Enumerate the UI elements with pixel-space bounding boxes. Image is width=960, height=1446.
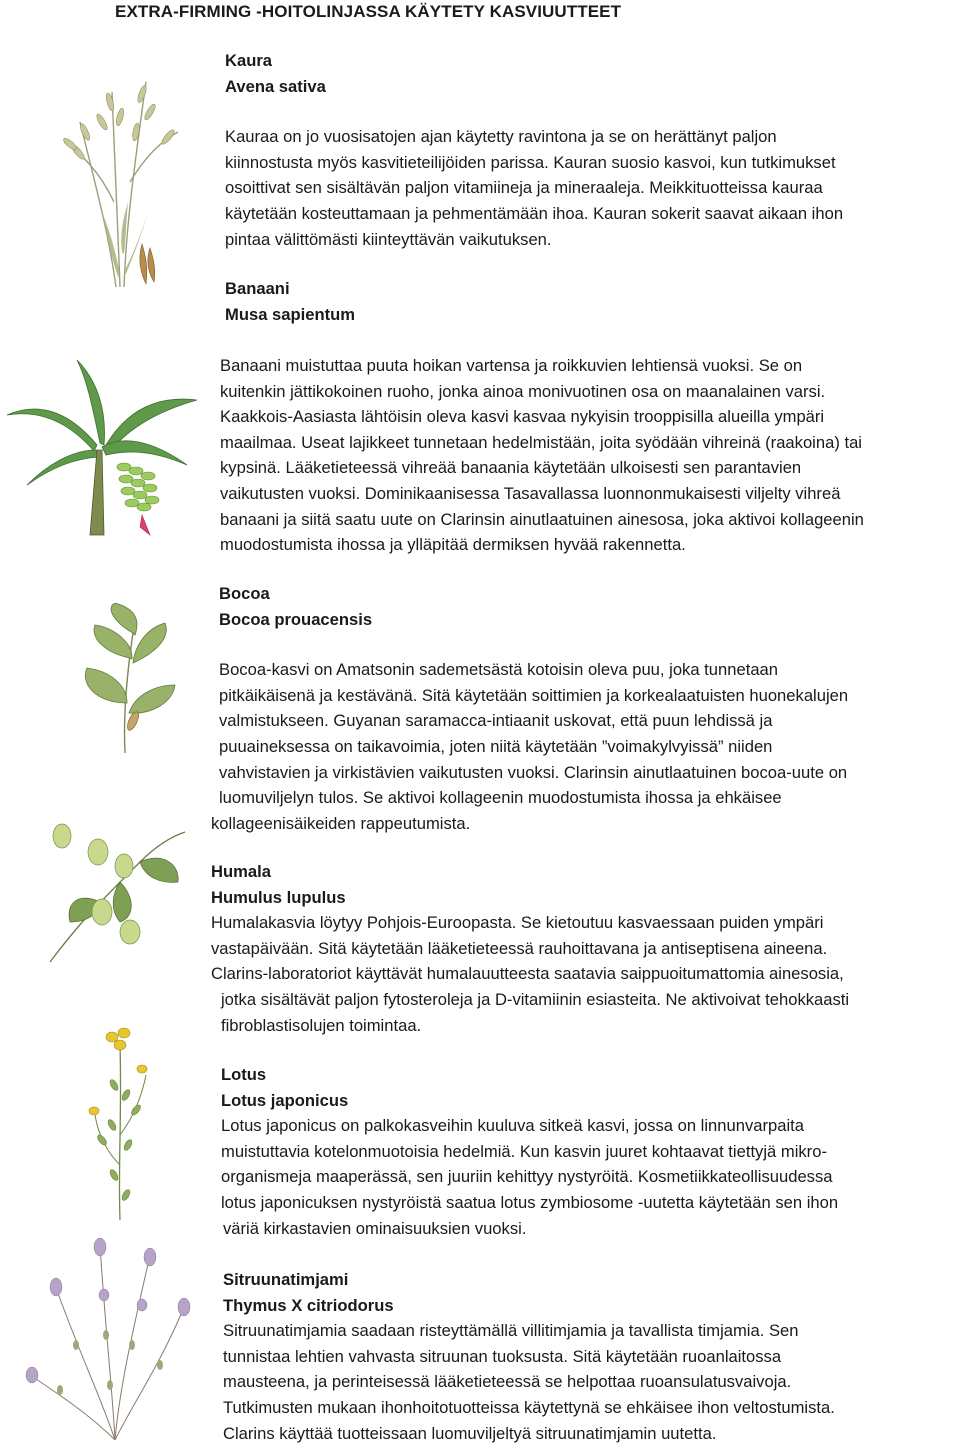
plant-name: Kaura <box>225 51 273 70</box>
description-line: lotus japonicuksen nystyröistä saatua lotus zymbiosome -uutetta käytetään sen ihon <box>221 1192 839 1212</box>
page-title: EXTRA-FIRMING -HOITOLINJASSA KÄYTETY KASVIUUTTEET <box>115 2 622 21</box>
description-line: pintaa välittömästi kiinteyttävän vaikutuksen. <box>225 229 552 249</box>
description-line: pitkäikäisenä ja kestävänä. Sitä käytetään soittimien ja korkealaatuisten huonekalujen <box>219 685 849 705</box>
description-line: väriä kirkastavien ominaisuuksien vuoksi. <box>223 1218 527 1238</box>
lemon-thyme-illustration <box>20 1225 210 1440</box>
description-line: Banaani muistuttaa puuta hoikan vartensa ja roikkuvien lehtiensä vuoksi. Se on <box>220 356 803 375</box>
description-line: Bocoa-kasvi on Amatsonin sademetsästä kotoisin oleva puu, joka tunnetaan <box>219 660 779 680</box>
plant-name: Humala <box>211 862 271 881</box>
description-line: kypsinä. Lääketieteessä vihreää banaania käytetään ulkoisesti sen parantavien <box>220 458 802 478</box>
section-banaani-text <box>220 353 864 558</box>
description-line: tunnistaa lehtien vahvasta sitruunan tuoksusta. Sitä käytetään ruoanlaitossa <box>223 1346 782 1366</box>
oat-plant-illustration <box>50 62 185 287</box>
section-sitruunatimjami <box>223 1267 835 1446</box>
lotus-plant-illustration <box>80 1015 165 1220</box>
hops-plant-illustration <box>40 822 188 972</box>
description-line: Humalakasvia löytyy Pohjois-Euroopasta. Se kietoutuu kasvaessaan puiden ympäri <box>211 913 824 933</box>
description-line: fibroblastisolujen toimintaa. <box>221 1015 422 1035</box>
description-line: mausteena, ja perinteisessä lääketieteessä se helpottaa ruoansulatusvaivoja. <box>223 1372 792 1392</box>
plant-name: Sitruunatimjami <box>223 1270 349 1289</box>
description-line: vaikutusten vuoksi. Dominikaanisessa Tasavallassa luonnonmukaisesti viljelty vihreä <box>220 483 841 503</box>
section-banaani <box>225 276 355 327</box>
description-line: vastapäivään. Sitä käytetään lääketieteessä rauhoittavana ja antiseptisena aineena. <box>211 938 828 958</box>
plant-name: Bocoa <box>219 584 270 603</box>
plant-latin-name: Musa sapientum <box>225 304 356 324</box>
description-line: jotka sisältävät paljon fytosteroleja ja D-vitamiinin esiasteita. Ne aktivoivat tehokkaasti <box>221 989 850 1009</box>
section-lotus <box>221 1062 838 1241</box>
description-line: valmistukseen. Guyanan saramacca-intiaanit uskovat, että puun lehdissä ja <box>219 711 773 731</box>
section-kaura <box>225 48 843 252</box>
description-line: kuitenkin jättikokoinen ruoho, jonka ainoa monivuotinen osa on maanalainen varsi. <box>220 381 826 401</box>
section-bocoa <box>211 581 849 836</box>
description-line: kiinnostusta myös kasvitieteilijöiden parissa. Kauran suosio kasvoi, kun tutkimukset <box>225 152 836 172</box>
section-humala <box>211 859 849 1038</box>
plant-name: Lotus <box>221 1065 267 1084</box>
description-line: muodostumista ihossa ja ylläpitää dermiksen hyvää rakennetta. <box>220 535 686 555</box>
plant-latin-name: Humulus lupulus <box>211 887 346 907</box>
description-line: puuaineksessa on taikavoimia, joten niitä käytetään ”voimakylvyissä” niiden <box>219 736 773 756</box>
description-line: banaani ja siitä saatu uute on Clarinsin ainutlaatuinen ainesosa, joka aktivoi kollageenin <box>220 509 864 529</box>
description-line: organismeja maaperässä, sen juuriin kehittyy nystyröitä. Kosmetiikkateollisuudessa <box>221 1167 833 1187</box>
bocoa-leaves-illustration <box>75 603 180 753</box>
description-line: Clarins käyttää tuotteissaan luomuviljeltyä sitruunatimjamin uutetta. <box>223 1423 717 1443</box>
description-line: Lotus japonicus on palkokasveihin kuuluva sitkeä kasvi, jossa on linnunvarpaita <box>221 1116 804 1136</box>
description-line: Clarins-laboratoriot käyttävät humalauutteesta saatavia saippuoitumattomia ainesosia, <box>211 964 844 984</box>
description-line: muistuttavia kotelonmuotoisia hedelmiä. Kun kasvin juuret kohtaavat tiettyjä mikro- <box>221 1141 827 1161</box>
plant-latin-name: Thymus X citriodorus <box>223 1295 394 1315</box>
description-line: käytetään kosteuttamaan ja pehmentämään ihoa. Kauran sokerit saavat aikaan ihon <box>225 203 844 223</box>
description-line: osoittivat sen sisältävän paljon vitamiineja ja mineraaleja. Meikkituotteissa kauraa <box>225 178 823 198</box>
description-line: Kaakkois-Aasiasta lähtöisin oleva kasvi kasvaa nykyisin trooppisilla alueilla ympäri <box>220 407 825 427</box>
description-line: Tutkimusten mukaan ihonhoitotuotteissa käytettynä se ehkäisee ihon veltostumista. <box>223 1397 835 1417</box>
description-line: kollageenisäikeiden rappeutumista. <box>211 813 471 833</box>
plant-latin-name: Bocoa prouacensis <box>219 609 373 629</box>
plant-latin-name: Avena sativa <box>225 76 326 96</box>
banana-plant-illustration <box>2 355 202 540</box>
description-line: Sitruunatimjamia saadaan risteyttämällä villitimjamia ja tavallista timjamia. Sen <box>223 1321 799 1341</box>
plant-latin-name: Lotus japonicus <box>221 1090 349 1110</box>
plant-name: Banaani <box>225 279 290 298</box>
description-line: luomuviljelyn tulos. Se aktivoi kollageenin muodostumista ihossa ja ehkäisee <box>219 788 782 808</box>
description-line: maailmaa. Useat lajikkeet tunnetaan hedelmistään, joita syödään vihreinä (raakoina) tai <box>220 432 862 452</box>
description-line: vahvistavien ja virkistävien vaikutusten vuoksi. Clarinsin ainutlaatuinen bocoa-uute on <box>219 762 848 782</box>
description-line: Kauraa on jo vuosisatojen ajan käytetty ravintona ja se on herättänyt paljon <box>225 127 777 147</box>
